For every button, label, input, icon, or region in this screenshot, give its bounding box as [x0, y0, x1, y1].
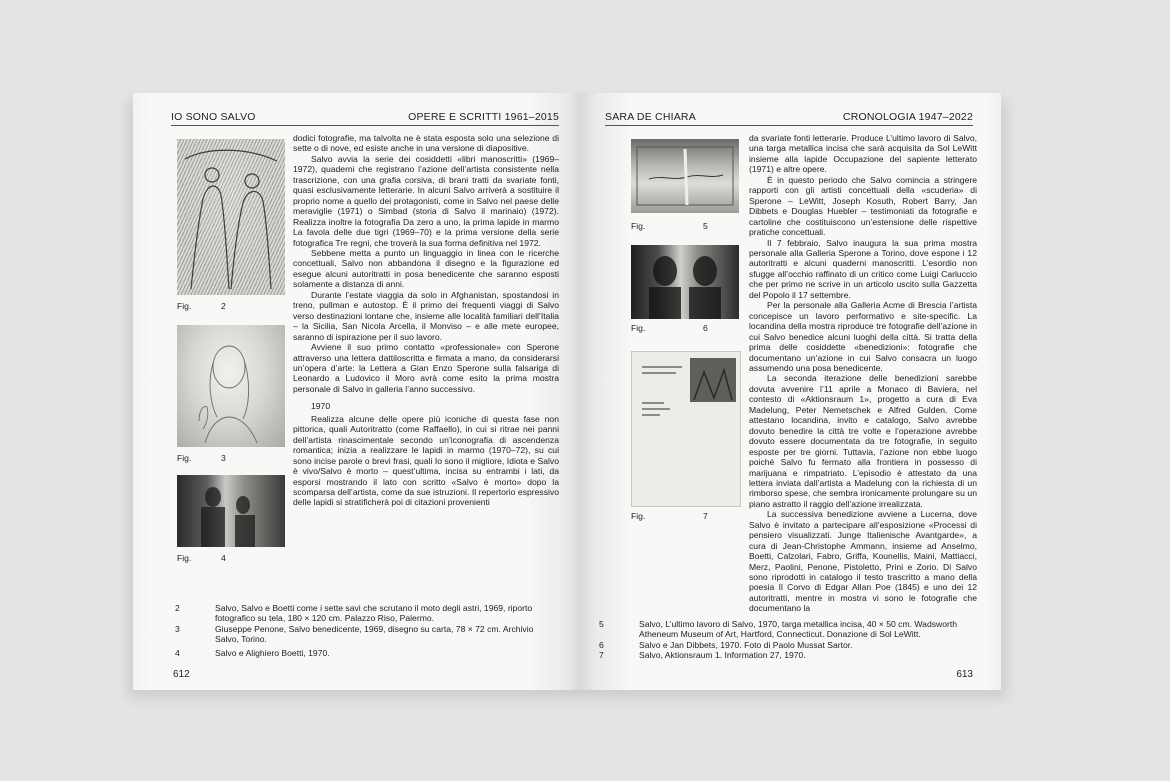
figure-number: 5 — [703, 221, 708, 231]
running-header-section: CRONOLOGIA 1947–2022 — [842, 111, 973, 123]
right-body-text — [749, 133, 977, 614]
engraving-figures-illustration — [177, 139, 285, 295]
engraved-plate-illustration — [631, 139, 739, 213]
two-people-photo-illustration — [631, 245, 739, 319]
page-number: 613 — [956, 669, 973, 680]
figure-5-label — [631, 221, 708, 231]
right-page — [581, 93, 1001, 690]
figure-label-text: Fig. — [631, 323, 646, 333]
figure-7-label — [631, 511, 708, 521]
running-header-left: IO SONO SALVO — [171, 111, 256, 123]
figure-2-label — [177, 301, 226, 311]
figure-6-label — [631, 323, 708, 333]
paragraph: La seconda iterazione delle benedizioni sarebbe dovuta avvenire l’11 aprile a Monaco di Baviera, nel contesto di «Aktionsraum 1», progetto a cura di Eva Madelung, Peter Nemetschek e Alfred Gulden. Come attestano locandina, invito e catalogo, Salvo avrebbe dovuto benedire la città tre volte e l’operazione avrebbe dovuto essere documentata da tre fotografie, in seguito esposte per tre giorni. Tuttavia, l’azione non ebbe luogo poiché Salvo fu fermato alla frontiera in possesso di marijuana e rimpatriato. L’episodio è attestato da una lettera inviata dall’artista a Madelung con la richiesta di un rimborso spese, che sembra ironicamente prolungare su un piano astratto il raggio dell’azione irrealizzata. — [749, 373, 977, 509]
paragraph: La successiva benedizione avviene a Lucerna, dove Salvo è invitato a partecipare all’esposizione «Processi di pensiero visualizzati. Junge Italienische Avantgarde», a cura di Jean-Christophe Ammann, insieme ad Anselmo, Boetti, Calzolari, Fabro, Griffa, Kounellis, Maini, Mattiacci, Merz, Paolini, Penone, Pistoletto, Prini e Zorio. Di Salvo sono riprodotti in catalogo il testo trascritto a mano della poesia Il Corvo di Edgar Allan Poe (1845) e uno dei 12 autoritratti, mentre in mostra vi sono le fotografie che documentano la — [749, 509, 977, 614]
figure-7-poster — [631, 351, 741, 507]
page-number: 612 — [173, 669, 190, 680]
figure-number: 6 — [703, 323, 708, 333]
left-body-text — [293, 133, 559, 508]
figure-3-label — [177, 453, 226, 463]
running-header-section: OPERE E SCRITTI 1961–2015 — [408, 111, 559, 123]
note-number: 4 — [175, 647, 180, 658]
page-edges — [1000, 99, 1001, 684]
figure-number: 3 — [221, 453, 226, 463]
right-captions — [599, 619, 973, 661]
figure-label-text: Fig. — [631, 511, 646, 521]
figure-label-text: Fig. — [177, 453, 192, 463]
note-number: 3 — [175, 623, 180, 634]
left-page — [133, 93, 581, 690]
paragraph: da svariate fonti letterarie. Produce L’ultimo lavoro di Salvo, una targa metallica incisa che sarà acquisita da Sol LeWitt insieme alla lapide Occupazione del sapiente letterato (1971) e altre opere. — [749, 133, 977, 175]
open-book — [133, 93, 1001, 690]
paragraph: Il 7 febbraio, Salvo inaugura la sua prima mostra personale alla Galleria Sperone a Torino, dove espone i 12 autoritratti e alcuni quaderni manoscritti. L’esordio non sfugge all’occhio raffinato di un critico come Luigi Carluccio che per primo ne scrive in un articolo uscito sulla Gazzetta del Popolo il 17 settembre. — [749, 237, 977, 300]
figure-3-drawing — [177, 325, 285, 447]
poster-layout-illustration — [632, 352, 741, 507]
note-text: Salvo, Aktionsraum 1. Information 27, 1970. — [639, 650, 806, 661]
caption-note — [599, 640, 973, 650]
paragraph: Salvo avvia la serie dei cosiddetti «libri manoscritti» (1969–1972), quaderni che registrano l’azione dell’artista consistente nella trascrizione, con una grafia corsiva, di brani tratti da svariate fonti, quasi esclusivamente letterarie. In alcuni Salvo arriverà a sostituire il proprio nome a quello dei protagonisti, come in Salvo nel paese delle meraviglie (1971) o Simbad (storia di Salvo il marinaio) (1972). Realizza inoltre la fotografia Da zero a uno, la prima lapide in marmo La favola delle due tigri (1969–70) e la prima versione della serie fotografica Tre regni, che troverà la sua forma definitiva nel 1972. — [293, 153, 559, 248]
header-rule — [171, 125, 559, 126]
figure-number: 4 — [221, 553, 226, 563]
note-text: Salvo, Salvo e Boetti come i sette savi che scrutano il moto degli astri, 1969, riporto fotografico su tela, 180 × 120 cm. Palazzo Riso, Palermo. — [215, 603, 533, 624]
note-text: Salvo e Jan Dibbets, 1970. Foto di Paolo Mussat Sartor. — [639, 639, 853, 650]
paragraph: Sebbene metta a punto un linguaggio in linea con le ricerche concettuali, Salvo non abbandona il disegno e la figurazione ed esegue alcuni autoritratti in posa benedicente che saranno esposti solamente a distanza di anni. — [293, 247, 559, 290]
paragraph: Realizza alcune delle opere più iconiche di questa fase non pittorica, quali Autoritratto (come Raffaello), in cui si ritrae nei panni dell’artista rinascimentale secondo un’iconografia di ascendenza romantica; inizia a realizzare le lapidi in marmo (1970–72), su cui sono incise parole o brevi frasi, quali Io sono il migliore, Idiota e Salvo è vivo/Salvo è morto – quest’ultima, incisa su entrambi i lati, da esporsi mostrando il lato con scritto «Salvo è morto» dopo la scomparsa dell’artista, come da sue istruzioni. Il repertorio espressivo delle lapidi si stratificherà poi di citazioni provenienti — [293, 413, 559, 508]
paragraph: È in questo periodo che Salvo comincia a stringere rapporti con gli artisti concettuali della «scuderia» di Sperone – LeWitt, Joseph Kosuth, Robert Barry, Jan Dibbets e Douglas Huebler – testimoniati da fotografie e cartoline che costituiscono un’estensione delle rispettive pratiche concettuali. — [749, 174, 977, 238]
figure-6-photograph — [631, 245, 739, 319]
note-text: Salvo, L’ultimo lavoro di Salvo, 1970, targa metallica incisa, 40 × 50 cm. Wadsworth Atheneum Museum of Art, Hartford, Connecticut. Donazione di Sol LeWitt. — [639, 619, 958, 640]
caption-note — [175, 624, 559, 645]
figure-5-photograph — [631, 139, 739, 213]
figure-number: 7 — [703, 511, 708, 521]
figure-2-engraving — [177, 139, 285, 295]
left-captions — [175, 603, 559, 658]
figure-4-label — [177, 553, 226, 563]
two-men-photo-illustration — [177, 475, 285, 547]
paragraph: Per la personale alla Galleria Acme di Brescia l’artista concepisce un lavoro performativo e site-specific. La locandina della mostra riproduce tre fotografie dell’azione in cui Salvo benedice alcuni luoghi della città. Si tratta della prima delle cosiddette «benedizioni»: fotografie che documentano un’azione in cui Salvo consacra un luogo assumendo una posa benedicente. — [749, 300, 977, 373]
note-number: 7 — [599, 650, 604, 661]
paragraph: Durante l’estate viaggia da solo in Afghanistan, spostandosi in treno, pullman e autostop. È il primo dei frequenti viaggi di Salvo verso destinazioni lontane che, insieme alle località familiari dell’Italia – la Sicilia, San Nicola Arcella, il Monviso – e alle mete europee, saranno di ispirazione per il suo lavoro. — [293, 289, 559, 342]
figure-label-text: Fig. — [177, 553, 192, 563]
figure-label-text: Fig. — [631, 221, 646, 231]
paragraph: Avviene il suo primo contatto «professionale» con Sperone attraverso una lettera dattiloscritta e firmata a mano, da considerarsi un’opera d’arte: la Lettera a Gian Enzo Sperone sulla falsariga di Leonardo a Ludovico il Moro avrà come esito la prima mostra personale di Salvo in galleria l’anno successivo. — [293, 342, 559, 394]
caption-note — [599, 619, 973, 640]
figure-4-photograph — [177, 475, 285, 547]
note-text: Salvo e Alighiero Boetti, 1970. — [215, 647, 330, 658]
note-text: Giuseppe Penone, Salvo benedicente, 1969, disegno su carta, 78 × 72 cm. Archivio Salvo, Torino. — [215, 623, 534, 645]
portrait-drawing-illustration — [177, 325, 285, 447]
paragraph: dodici fotografie, ma talvolta ne è stata esposta solo una selezione di sette o di nove, ed esiste anche in una versione di diapositive. — [293, 133, 559, 154]
note-number: 2 — [175, 603, 180, 613]
header-rule — [605, 125, 973, 126]
caption-note — [175, 603, 559, 624]
caption-note — [599, 650, 973, 660]
note-number: 5 — [599, 619, 604, 629]
note-number: 6 — [599, 639, 604, 650]
running-header-author: SARA DE CHIARA — [605, 111, 696, 123]
figure-label-text: Fig. — [177, 301, 192, 311]
figure-number: 2 — [221, 301, 226, 311]
caption-note — [175, 648, 559, 658]
year-heading: 1970 — [311, 401, 331, 412]
